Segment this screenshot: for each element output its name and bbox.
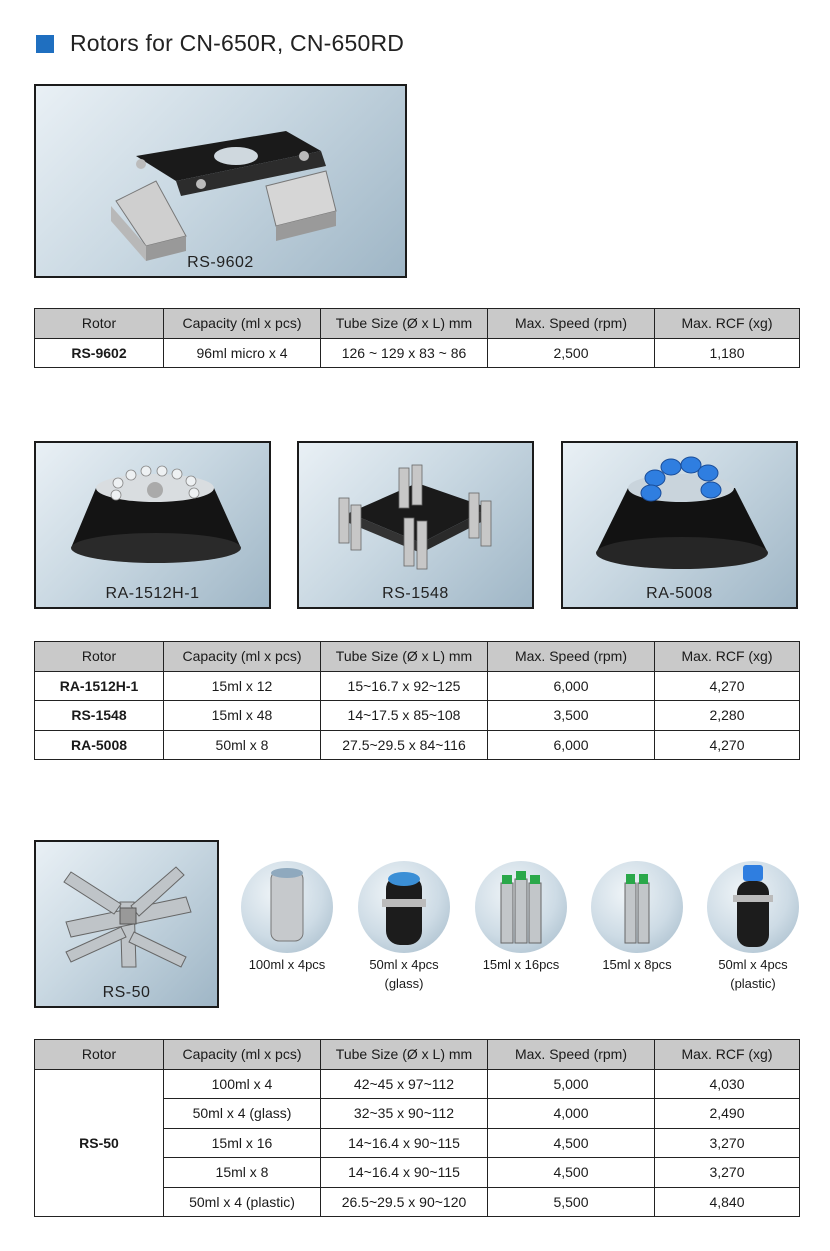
table-header-row xyxy=(35,1040,800,1070)
cell-tube-size: 126 ~ 129 x 83 ~ 86 xyxy=(321,338,488,368)
accessory-label-sub: (glass) xyxy=(384,976,424,991)
cell-max-rcf: 4,840 xyxy=(655,1187,800,1217)
cell-capacity: 15ml x 12 xyxy=(164,671,321,701)
cell-rotor: RS-1548 xyxy=(35,701,164,731)
header-tube-size: Tube Size (Ø x L) mm xyxy=(321,309,488,339)
header-capacity: Capacity (ml x pcs) xyxy=(164,309,321,339)
bucket-image xyxy=(591,861,683,953)
cell-max-speed: 4,500 xyxy=(488,1158,655,1188)
cell-capacity: 50ml x 4 (plastic) xyxy=(164,1187,321,1217)
rotor-photo-ra-1512h-1 xyxy=(34,441,271,609)
table-header-row xyxy=(35,309,800,339)
header-max-rcf: Max. RCF (xg) xyxy=(655,1040,800,1070)
table-row xyxy=(35,730,800,760)
cell-max-speed: 5,000 xyxy=(488,1069,655,1099)
rotor-photo-rs-50 xyxy=(34,840,219,1008)
cell-tube-size: 14~16.4 x 90~115 xyxy=(321,1158,488,1188)
cell-tube-size: 42~45 x 97~112 xyxy=(321,1069,488,1099)
cell-tube-size: 14~16.4 x 90~115 xyxy=(321,1128,488,1158)
bucket-image xyxy=(358,861,450,953)
header-rotor: Rotor xyxy=(35,642,164,672)
bucket-image xyxy=(475,861,567,953)
photo-caption: RS-1548 xyxy=(382,585,449,602)
accessory-label: 100ml x 4pcs xyxy=(248,957,326,972)
bucket-100ml xyxy=(239,861,335,976)
photo-caption: RA-1512H-1 xyxy=(105,585,200,602)
accessory-label-sub: (plastic) xyxy=(730,976,776,991)
bucket-image xyxy=(241,861,333,953)
heading-square-icon xyxy=(36,35,54,53)
header-max-rcf: Max. RCF (xg) xyxy=(655,642,800,672)
header-rotor: Rotor xyxy=(35,1040,164,1070)
cell-tube-size: 27.5~29.5 x 84~116 xyxy=(321,730,488,760)
header-max-rcf: Max. RCF (xg) xyxy=(655,309,800,339)
cell-max-speed: 6,000 xyxy=(488,671,655,701)
header-capacity: Capacity (ml x pcs) xyxy=(164,642,321,672)
accessory-label: 15ml x 16pcs xyxy=(482,957,560,972)
spec-table-angle-rotors xyxy=(34,641,800,760)
header-tube-size: Tube Size (Ø x L) mm xyxy=(321,642,488,672)
cell-max-rcf: 4,270 xyxy=(655,730,800,760)
cell-capacity: 15ml x 48 xyxy=(164,701,321,731)
cell-max-rcf: 3,270 xyxy=(655,1128,800,1158)
page-title: Rotors for CN-650R, CN-650RD xyxy=(70,30,405,56)
cell-max-rcf: 1,180 xyxy=(655,338,800,368)
cell-tube-size: 14~17.5 x 85~108 xyxy=(321,701,488,731)
cell-max-rcf: 3,270 xyxy=(655,1158,800,1188)
accessory-label: 50ml x 4pcs xyxy=(718,957,788,972)
bucket-15ml-16 xyxy=(473,861,569,972)
accessory-label: 50ml x 4pcs xyxy=(369,957,439,972)
cell-max-rcf: 2,280 xyxy=(655,701,800,731)
cell-tube-size: 26.5~29.5 x 90~120 xyxy=(321,1187,488,1217)
bucket-50ml-glass xyxy=(356,861,452,991)
header-max-speed: Max. Speed (rpm) xyxy=(488,1040,655,1070)
table-row xyxy=(35,1069,800,1099)
rotor-photo-ra-5008 xyxy=(561,441,798,609)
cell-capacity: 50ml x 4 (glass) xyxy=(164,1099,321,1129)
header-max-speed: Max. Speed (rpm) xyxy=(488,642,655,672)
bucket-50ml-plastic xyxy=(705,861,801,991)
cell-tube-size: 32~35 x 90~112 xyxy=(321,1099,488,1129)
cell-rotor: RA-1512H-1 xyxy=(35,671,164,701)
cell-tube-size: 15~16.7 x 92~125 xyxy=(321,671,488,701)
spec-table-rs-9602 xyxy=(34,308,800,368)
accessory-label: 15ml x 8pcs xyxy=(602,957,672,972)
cell-max-speed: 6,000 xyxy=(488,730,655,760)
header-capacity: Capacity (ml x pcs) xyxy=(164,1040,321,1070)
header-rotor: Rotor xyxy=(35,309,164,339)
photo-caption: RS-50 xyxy=(102,984,151,1001)
cell-max-rcf: 4,030 xyxy=(655,1069,800,1099)
cell-max-rcf: 4,270 xyxy=(655,671,800,701)
cell-capacity: 100ml x 4 xyxy=(164,1069,321,1099)
cell-rotor: RS-9602 xyxy=(35,338,164,368)
cell-max-speed: 4,500 xyxy=(488,1128,655,1158)
cell-capacity: 96ml micro x 4 xyxy=(164,338,321,368)
bucket-15ml-8 xyxy=(589,861,685,972)
rotor-photo-rs-9602 xyxy=(34,84,407,278)
cell-max-speed: 5,500 xyxy=(488,1187,655,1217)
header-tube-size: Tube Size (Ø x L) mm xyxy=(321,1040,488,1070)
rotor-photo-rs-1548 xyxy=(297,441,534,609)
cell-capacity: 50ml x 8 xyxy=(164,730,321,760)
cell-rotor: RS-50 xyxy=(35,1069,164,1217)
cell-max-speed: 4,000 xyxy=(488,1099,655,1129)
cell-capacity: 15ml x 16 xyxy=(164,1128,321,1158)
table-row xyxy=(35,671,800,701)
swing-bucket-rotor-image xyxy=(36,86,407,278)
page-heading xyxy=(36,30,404,57)
cell-capacity: 15ml x 8 xyxy=(164,1158,321,1188)
spec-table-rs-50 xyxy=(34,1039,800,1217)
table-row xyxy=(35,338,800,368)
cell-max-rcf: 2,490 xyxy=(655,1099,800,1129)
bucket-image xyxy=(707,861,799,953)
photo-caption: RA-5008 xyxy=(646,585,713,602)
cell-max-speed: 3,500 xyxy=(488,701,655,731)
table-header-row xyxy=(35,642,800,672)
cell-rotor: RA-5008 xyxy=(35,730,164,760)
photo-caption: RS-9602 xyxy=(187,254,254,271)
cell-max-speed: 2,500 xyxy=(488,338,655,368)
table-row xyxy=(35,701,800,731)
header-max-speed: Max. Speed (rpm) xyxy=(488,309,655,339)
